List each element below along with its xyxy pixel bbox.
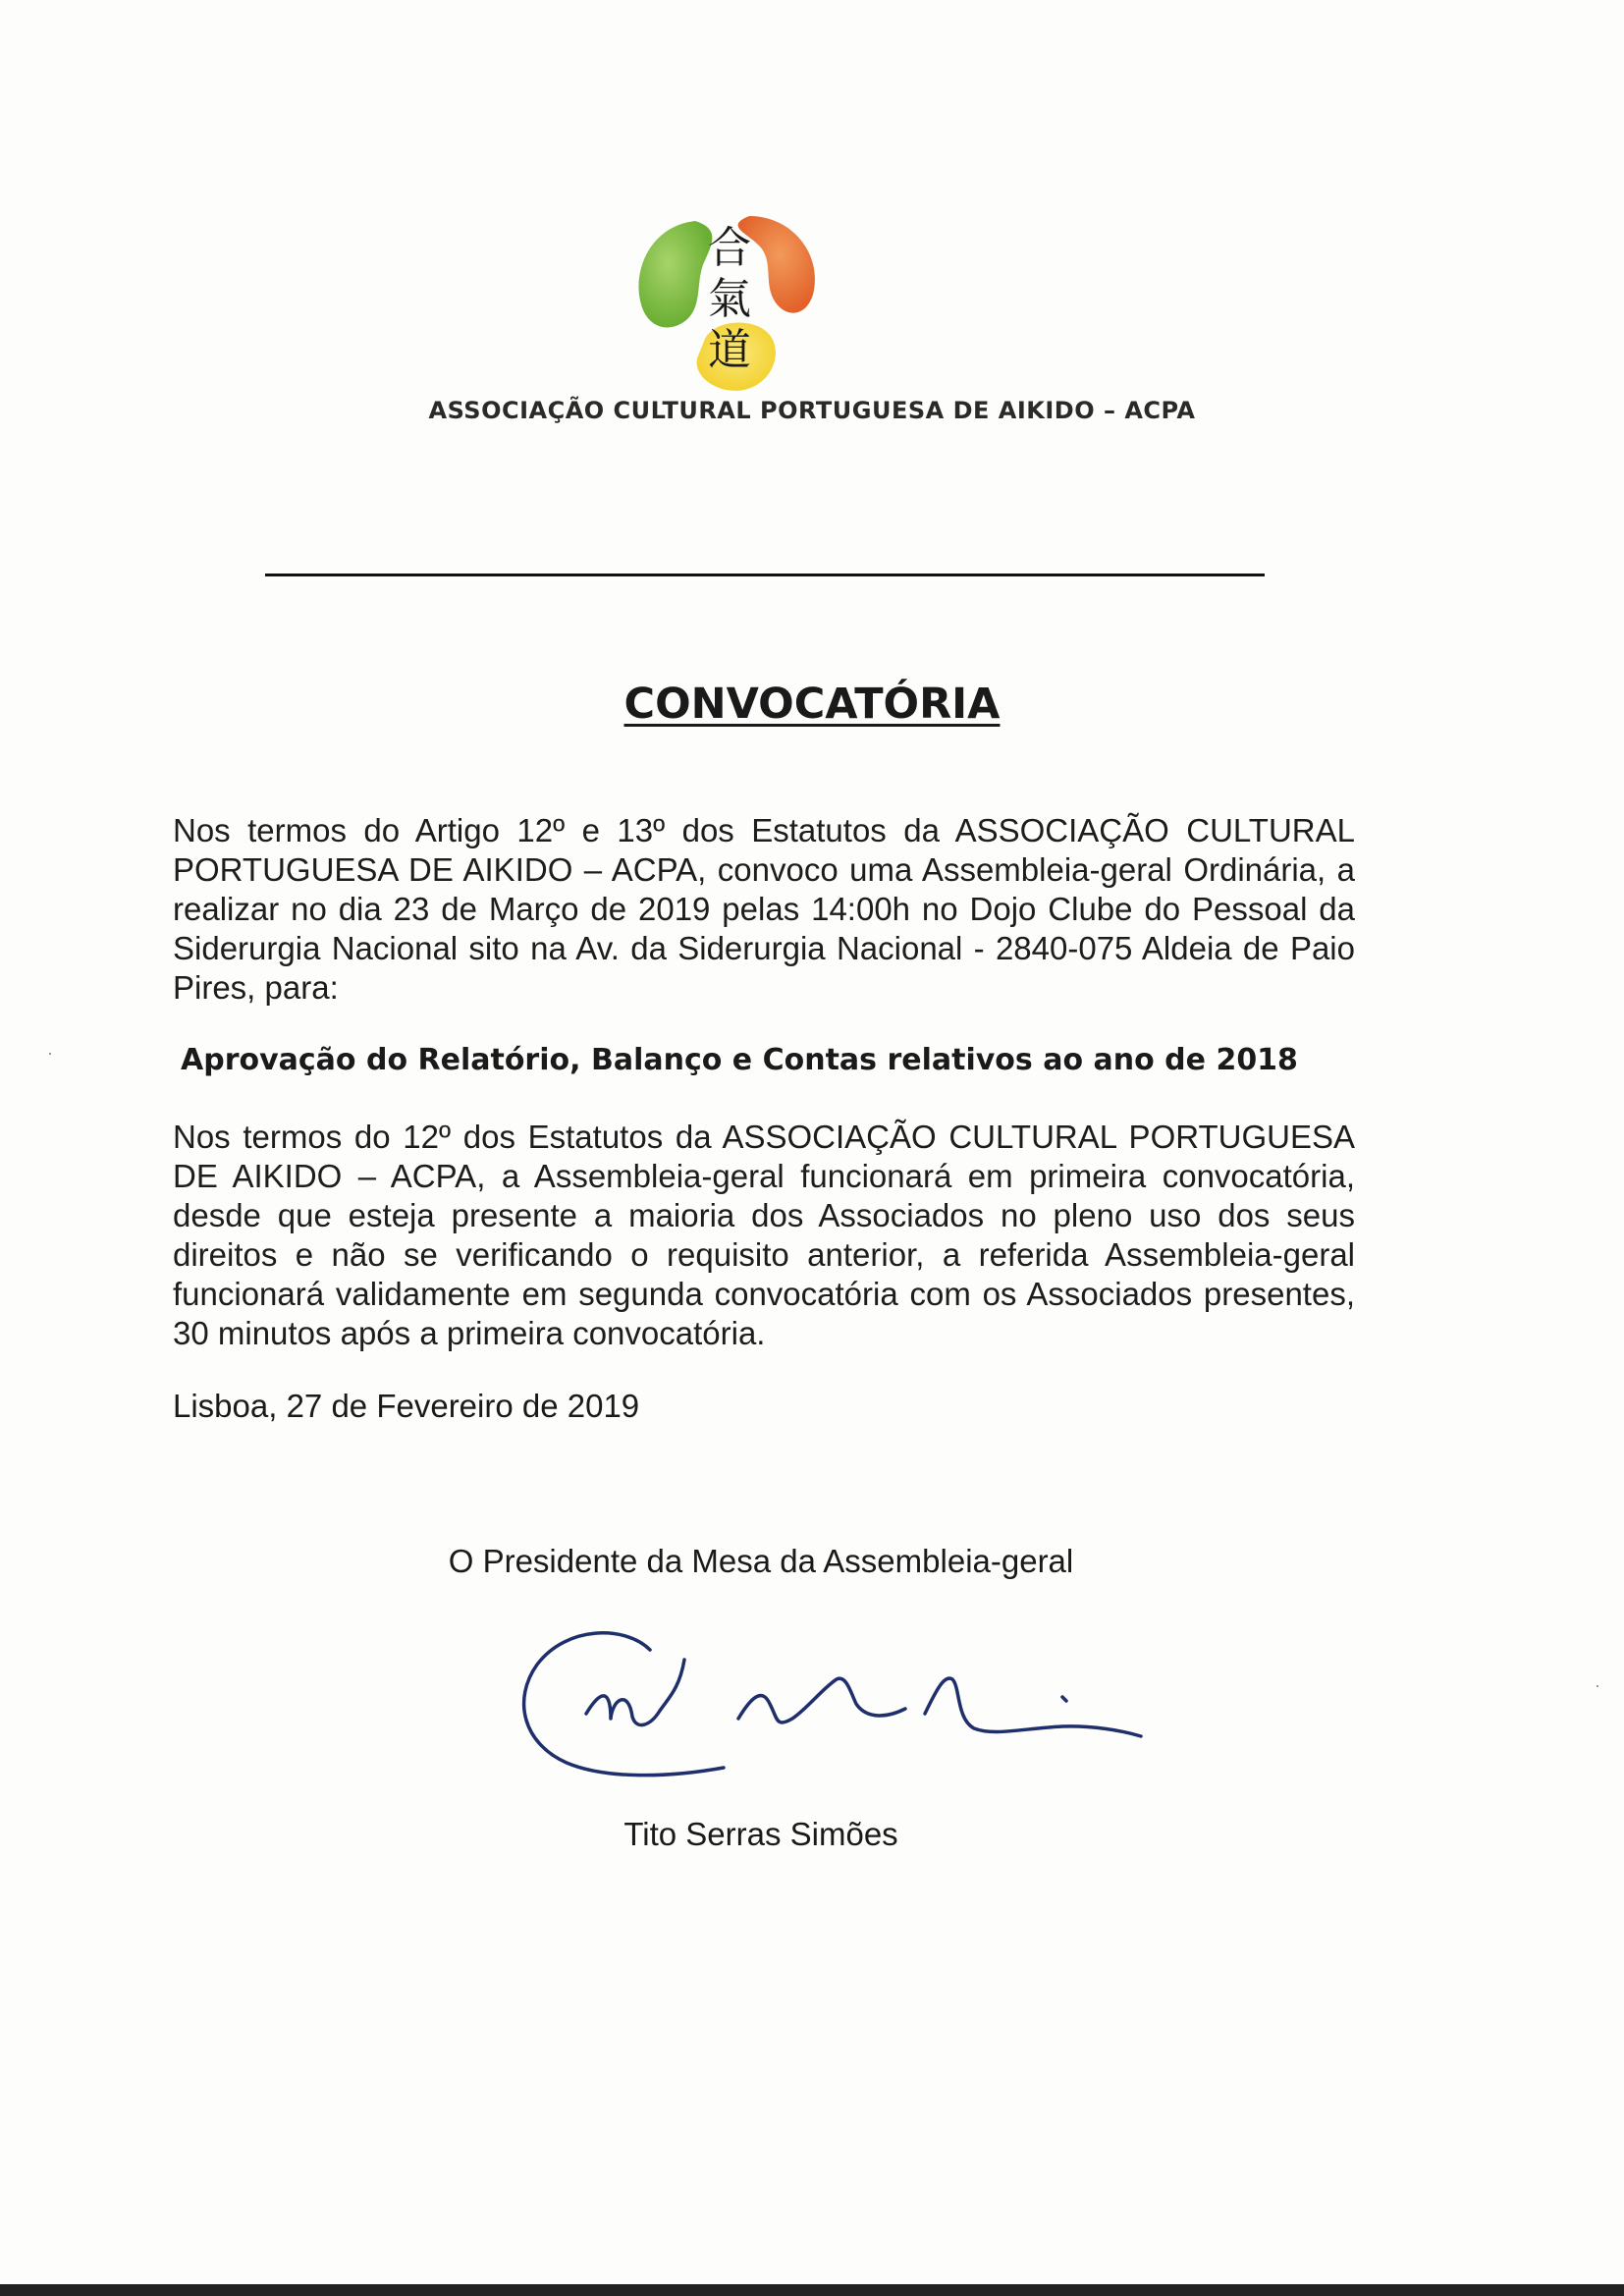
handwritten-signature (513, 1620, 1161, 1787)
logo-glyph-ai: 合 (708, 223, 751, 273)
scan-speck (49, 1053, 51, 1055)
scan-bottom-edge (0, 2284, 1624, 2296)
agenda-item: Aprovação do Relatório, Balanço e Contas relativos ao ano de 2018 (181, 1043, 1298, 1077)
quorum-paragraph: Nos termos do 12º dos Estatutos da ASSOCIAÇÃO CULTURAL PORTUGUESA DE AIKIDO – ACPA, a Assembleia-geral funcionará em primeira convocatória, desde que esteja presente a maioria dos Associados no pleno uso dos seus direitos e não se verificando o requisito anterior, a referida Assembleia-geral funcionará validamente em segunda convocatória com os Associados presentes, 30 minutos após a primeira convocatória. (173, 1119, 1355, 1351)
convocation-paragraph: Nos termos do Artigo 12º e 13º dos Estatutos da ASSOCIAÇÃO CULTURAL PORTUGUESA DE AIKIDO – ACPA, convoco uma Assembleia-geral Ordinária, a realizar no dia 23 de Março de 2019 pelas 14:00h no Dojo Clube do Pessoal da Siderurgia Nacional sito na Av. da Siderurgia Nacional - 2840-075 Aldeia de Paio Pires, para: (173, 812, 1355, 1006)
place-and-date: Lisboa, 27 de Fevereiro de 2019 (173, 1388, 640, 1424)
organization-name: ASSOCIAÇÃO CULTURAL PORTUGUESA DE AIKIDO – ACPA (428, 397, 1196, 424)
acpa-logo (626, 201, 833, 398)
logo-glyph-do: 道 (708, 325, 751, 375)
header-divider (265, 574, 1265, 576)
signer-name: Tito Serras Simões (623, 1816, 898, 1852)
document-title: CONVOCATÓRIA (623, 680, 1001, 729)
logo-green-lobe (638, 221, 712, 327)
scan-speck (1597, 1685, 1598, 1687)
logo-glyph-ki: 氣 (708, 274, 751, 324)
signer-role: O Presidente da Mesa da Assembleia-geral (448, 1543, 1074, 1579)
